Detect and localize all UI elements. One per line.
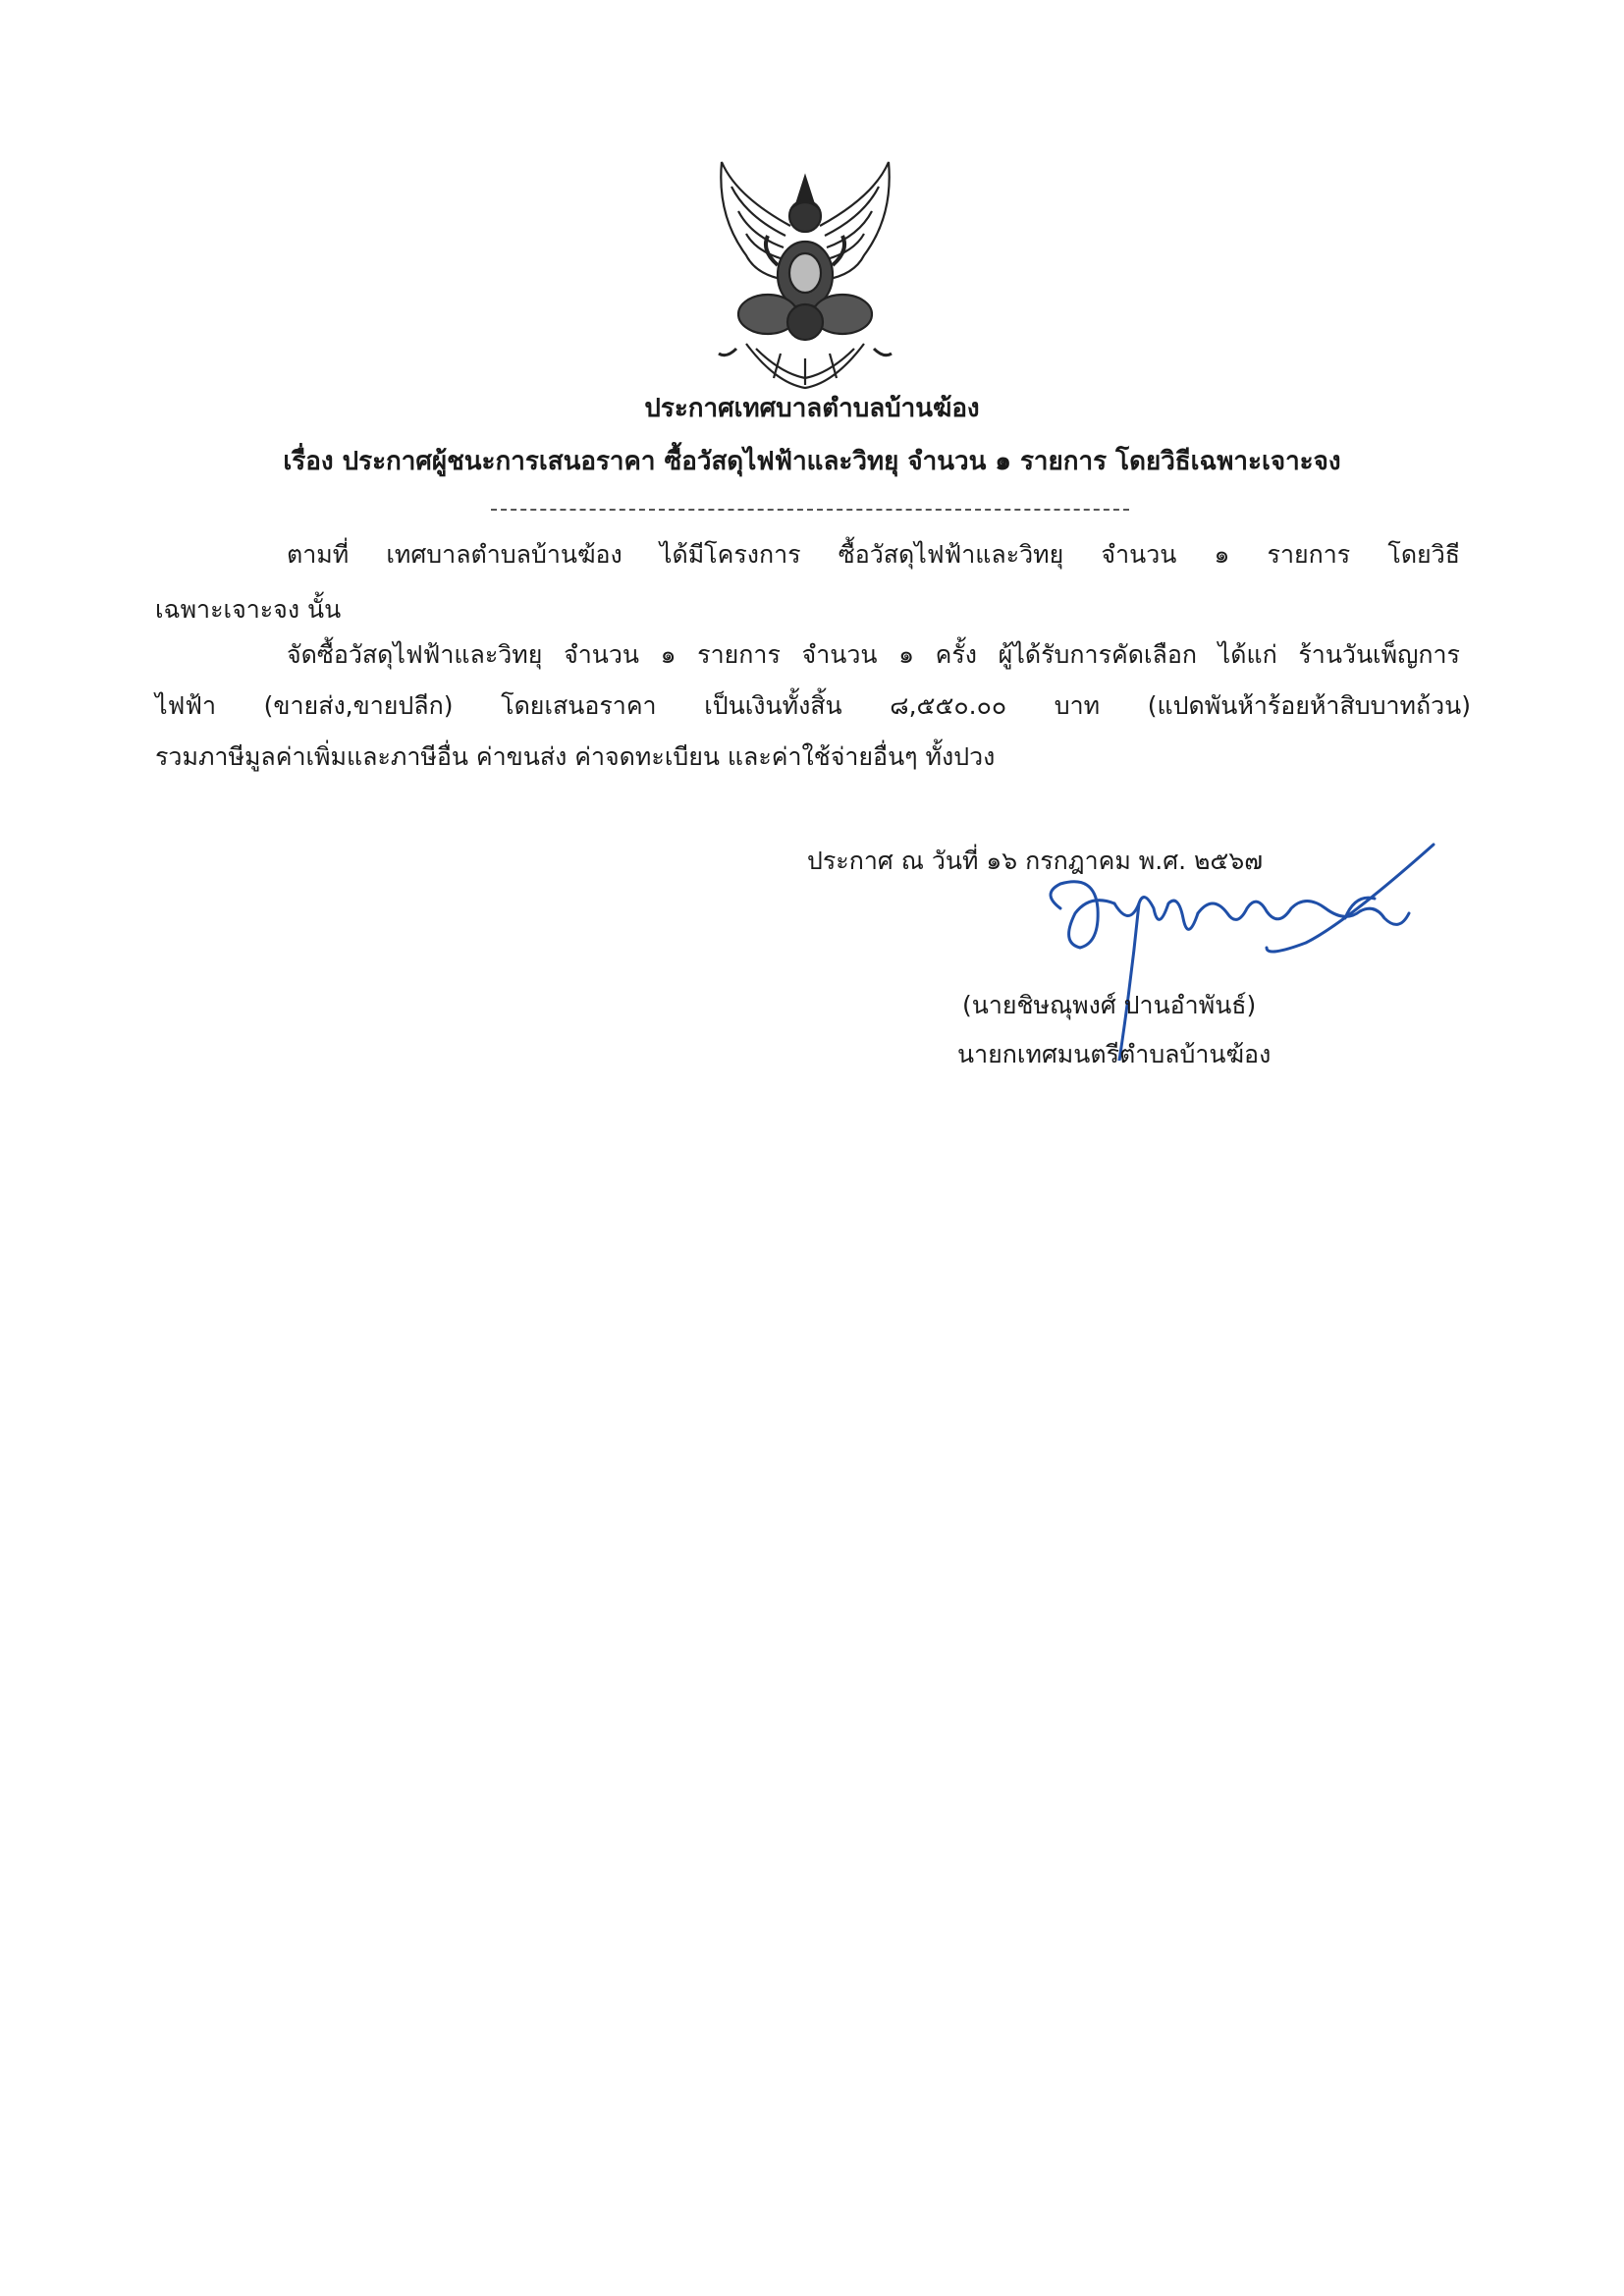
garuda-emblem-icon <box>697 157 913 393</box>
paragraph-1-line-1: ตามที่ เทศบาลตำบลบ้านฆ้อง ได้มีโครงการ ซื้อวัสดุไฟฟ้าและวิทยุ จำนวน ๑ รายการ โดยวิธี <box>287 540 1460 569</box>
signer-name: (นายชิษณุพงศ์ ปานอำพันธ์) <box>962 991 1257 1019</box>
announcement-subject: เรื่อง ประกาศผู้ชนะการเสนอราคา ซื้อวัสดุไฟฟ้าและวิทยุ จำนวน ๑ รายการ โดยวิธีเฉพาะเจาะจง <box>283 447 1341 476</box>
announce-date: ประกาศ ณ วันที่ ๑๖ กรกฎาคม พ.ศ. ๒๕๖๗ <box>807 847 1264 875</box>
paragraph-1-line-2: เฉพาะเจาะจง นั้น <box>155 595 342 624</box>
handwritten-signature-icon <box>1021 835 1443 1061</box>
paragraph-2-line-2: ไฟฟ้า (ขายส่ง,ขายปลีก) โดยเสนอราคา เป็นเงินทั้งสิ้น ๘,๕๕๐.๐๐ บาท (แปดพันห้าร้อยห้าสิบบาทถ้วน) <box>155 691 1471 720</box>
title-divider <box>491 509 1129 511</box>
paragraph-2-line-1: จัดซื้อวัสดุไฟฟ้าและวิทยุ จำนวน ๑ รายการ จำนวน ๑ ครั้ง ผู้ได้รับการคัดเลือก ได้แก่ ร้านวันเพ็ญการ <box>287 640 1460 669</box>
signer-position: นายกเทศมนตรีตำบลบ้านฆ้อง <box>957 1040 1272 1068</box>
paragraph-2-line-3: รวมภาษีมูลค่าเพิ่มและภาษีอื่น ค่าขนส่ง ค่าจดทะเบียน และค่าใช้จ่ายอื่นๆ ทั้งปวง <box>155 742 996 771</box>
organization-title: ประกาศเทศบาลตำบลบ้านฆ้อง <box>644 394 980 423</box>
